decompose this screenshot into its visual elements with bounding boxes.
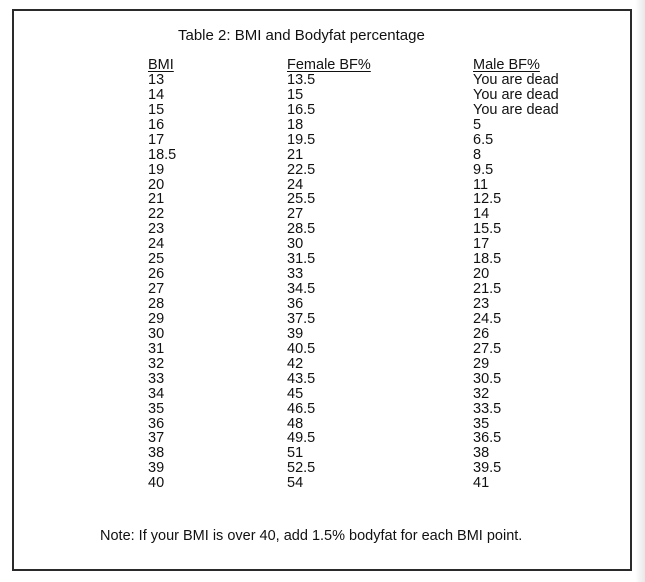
cell-female-bf: 15 <box>287 86 304 103</box>
cell-female-bf: 31.5 <box>287 251 316 268</box>
cell-female-bf: 39 <box>287 325 304 342</box>
cell-female-bf: 13.5 <box>287 71 316 88</box>
cell-female-bf: 45 <box>287 385 304 402</box>
cell-male-bf: 12.5 <box>473 191 502 208</box>
cell-male-bf: 18.5 <box>473 251 502 268</box>
cell-bmi: 25 <box>148 251 165 268</box>
cell-bmi: 39 <box>148 460 165 477</box>
cell-male-bf: 29 <box>473 355 490 372</box>
cell-male-bf: 39.5 <box>473 460 502 477</box>
cell-female-bf: 34.5 <box>287 281 316 298</box>
cell-male-bf: 32 <box>473 385 490 402</box>
cell-bmi: 33 <box>148 370 165 387</box>
cell-bmi: 32 <box>148 355 165 372</box>
cell-bmi: 16 <box>148 116 165 133</box>
cell-female-bf: 48 <box>287 415 304 432</box>
cell-male-bf: 21.5 <box>473 281 502 298</box>
cell-female-bf: 30 <box>287 236 304 253</box>
cell-bmi: 38 <box>148 445 165 462</box>
cell-male-bf: 14 <box>473 206 490 223</box>
cell-female-bf: 22.5 <box>287 161 316 178</box>
cell-female-bf: 37.5 <box>287 310 316 327</box>
cell-female-bf: 49.5 <box>287 430 316 447</box>
cell-bmi: 17 <box>148 131 165 148</box>
cell-male-bf: You are dead <box>473 101 559 118</box>
cell-female-bf: 33 <box>287 266 304 283</box>
cell-male-bf: 27.5 <box>473 340 502 357</box>
cell-female-bf: 21 <box>287 146 304 163</box>
cell-bmi: 13 <box>148 71 165 88</box>
cell-male-bf: 8 <box>473 146 482 163</box>
cell-bmi: 20 <box>148 176 165 193</box>
cell-male-bf: 38 <box>473 445 490 462</box>
cell-male-bf: 9.5 <box>473 161 494 178</box>
page-edge-shadow <box>635 0 645 582</box>
cell-bmi: 29 <box>148 310 165 327</box>
table-title: Table 2: BMI and Bodyfat percentage <box>178 27 425 44</box>
cell-bmi: 15 <box>148 101 165 118</box>
cell-female-bf: 52.5 <box>287 460 316 477</box>
cell-bmi: 34 <box>148 385 165 402</box>
cell-male-bf: 26 <box>473 325 490 342</box>
cell-male-bf: 6.5 <box>473 131 494 148</box>
cell-female-bf: 54 <box>287 475 304 492</box>
header-male-bf: Male BF% <box>473 57 540 73</box>
cell-female-bf: 42 <box>287 355 304 372</box>
cell-bmi: 27 <box>148 281 165 298</box>
cell-female-bf: 46.5 <box>287 400 316 417</box>
cell-female-bf: 51 <box>287 445 304 462</box>
cell-male-bf: You are dead <box>473 86 559 103</box>
cell-male-bf: 15.5 <box>473 221 502 238</box>
cell-female-bf: 36 <box>287 296 304 312</box>
cell-male-bf: 30.5 <box>473 370 502 387</box>
cell-bmi: 14 <box>148 86 165 103</box>
cell-bmi: 40 <box>148 475 165 492</box>
cell-female-bf: 27 <box>287 206 304 223</box>
cell-bmi: 23 <box>148 221 165 238</box>
header-bmi: BMI <box>148 57 174 73</box>
cell-female-bf: 43.5 <box>287 370 316 387</box>
cell-bmi: 19 <box>148 161 165 178</box>
cell-male-bf: 17 <box>473 236 490 253</box>
cell-bmi: 24 <box>148 236 165 253</box>
cell-bmi: 26 <box>148 266 165 283</box>
cell-bmi: 37 <box>148 430 165 447</box>
cell-male-bf: 23 <box>473 296 490 312</box>
cell-bmi: 35 <box>148 400 165 417</box>
cell-male-bf: You are dead <box>473 71 559 88</box>
cell-female-bf: 19.5 <box>287 131 316 148</box>
cell-male-bf: 11 <box>473 176 489 193</box>
cell-bmi: 36 <box>148 415 165 432</box>
cell-bmi: 30 <box>148 325 165 342</box>
cell-female-bf: 18 <box>287 116 304 133</box>
cell-female-bf: 28.5 <box>287 221 316 238</box>
cell-male-bf: 5 <box>473 116 482 133</box>
cell-male-bf: 41 <box>473 475 490 492</box>
cell-bmi: 31 <box>148 340 165 357</box>
header-female-bf: Female BF% <box>287 57 371 73</box>
cell-female-bf: 16.5 <box>287 101 316 118</box>
cell-male-bf: 20 <box>473 266 490 283</box>
cell-bmi: 18.5 <box>148 146 177 163</box>
cell-female-bf: 40.5 <box>287 340 316 357</box>
cell-bmi: 22 <box>148 206 165 223</box>
cell-bmi: 21 <box>148 191 165 208</box>
cell-female-bf: 25.5 <box>287 191 316 208</box>
cell-male-bf: 36.5 <box>473 430 502 447</box>
table-note: Note: If your BMI is over 40, add 1.5% bodyfat for each BMI point. <box>100 528 523 544</box>
cell-male-bf: 35 <box>473 415 490 432</box>
cell-male-bf: 33.5 <box>473 400 502 417</box>
cell-female-bf: 24 <box>287 176 304 193</box>
cell-bmi: 28 <box>148 296 165 312</box>
cell-male-bf: 24.5 <box>473 310 502 327</box>
